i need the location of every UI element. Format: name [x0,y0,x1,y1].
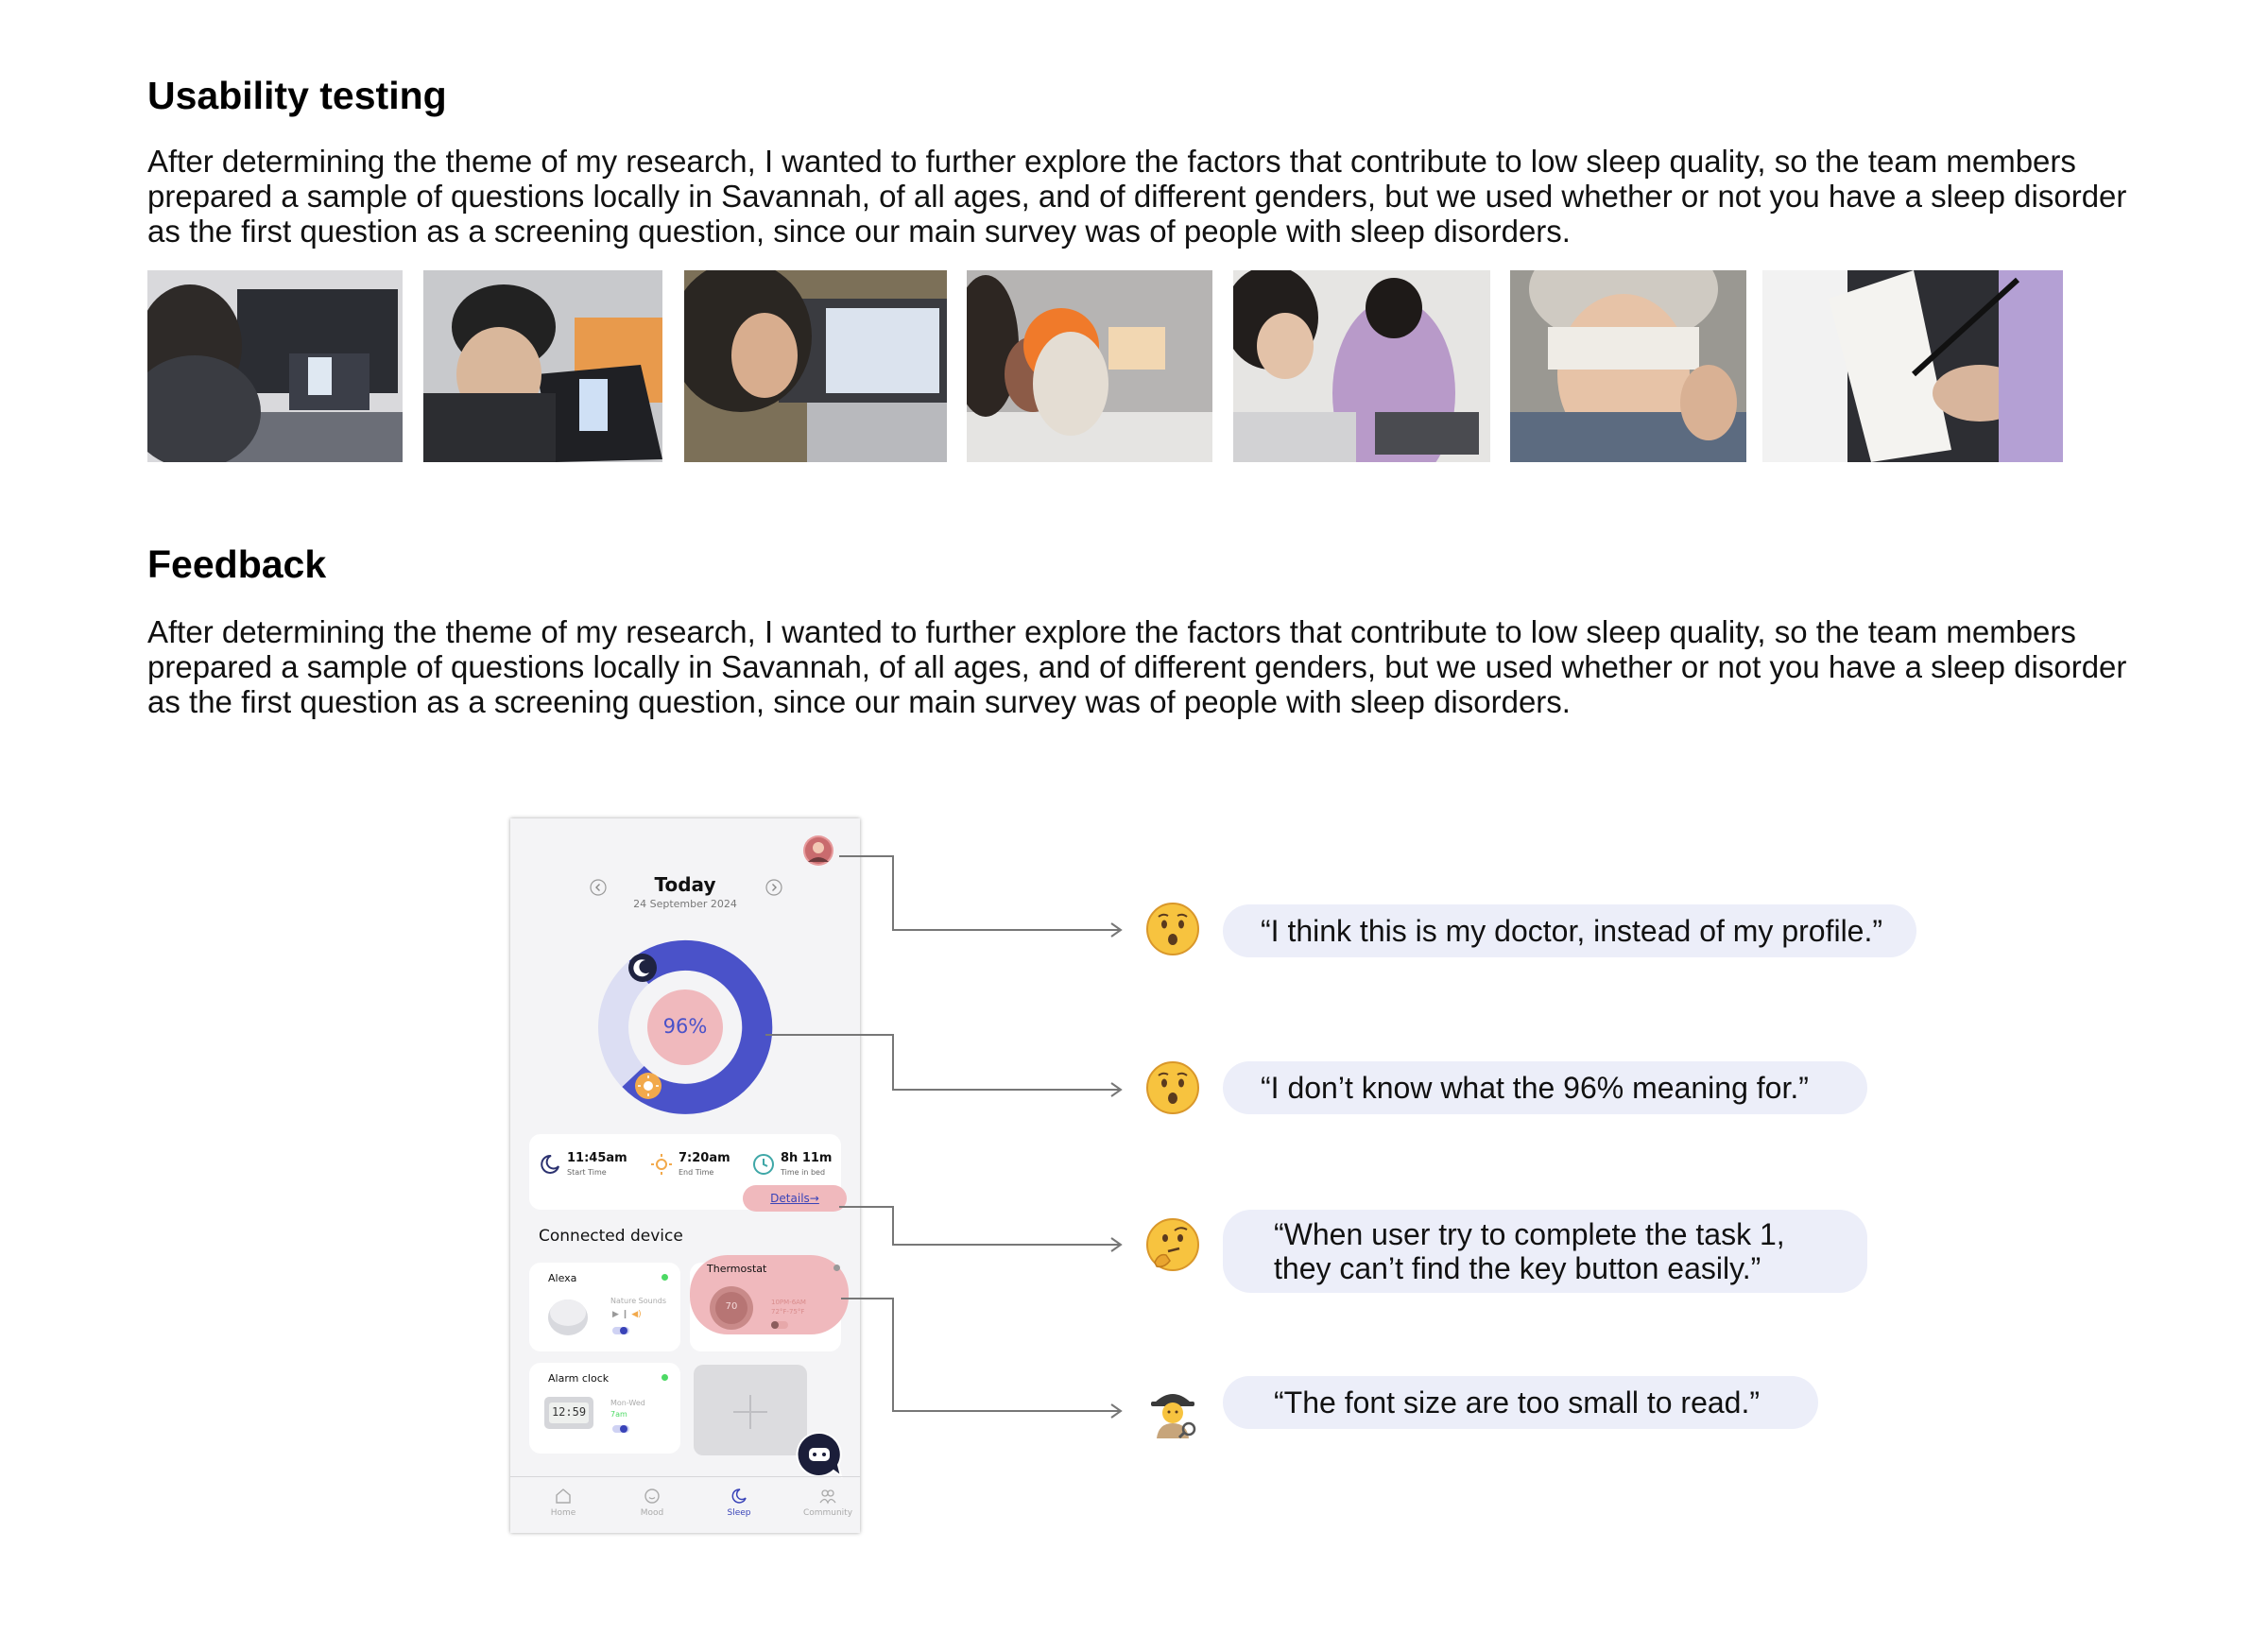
details-label: Details→ [770,1192,819,1205]
quote-bubble-profile [1223,904,1916,957]
nav-mood-label: Mood [640,1508,664,1518]
start-time: 11:45am [567,1151,627,1165]
quote-text: “The font size are too small to read.” [1274,1385,1760,1420]
nav-home-label: Home [550,1508,576,1518]
detective-icon [1145,1384,1200,1438]
thinking-face-icon [1145,1217,1200,1272]
end-time: 7:20am [679,1151,730,1165]
time-in-bed-label: Time in bed [781,1168,826,1177]
quote-text-line1: “When user try to complete the task 1, [1274,1217,1785,1251]
alarm-time: 7am [610,1410,627,1419]
end-time-label: End Time [679,1168,714,1177]
start-time-label: Start Time [567,1168,607,1177]
alarm-name: Alarm clock [548,1372,610,1385]
quote-text: “I don’t know what the 96% meaning for.” [1261,1071,1809,1105]
usability-heading: Usability testing [147,74,447,117]
thermostat-range1: 10PM-6AM [771,1299,806,1306]
feedback-paragraph: After determining the theme of my research, I wanted to further explore the factors that contribute to low sleep quality, so the team members prepared a sample of questions locally in Savannah, of all ages, and of different genders, but we used whether or not you have a sleep disorder as the first question as a screening question, since our main survey was of people with sleep disorders. [147,614,2127,719]
alarm-days: Mon-Wed [610,1399,645,1407]
sleep-score: 96% [662,1015,708,1038]
quote-text-line2: they can’t find the key button easily.” [1274,1251,1761,1285]
quote-text: “I think this is my doctor, instead of my profile.” [1261,914,1883,948]
thermostat-range2: 72°F-75°F [771,1308,805,1316]
page-title: Today [654,873,716,896]
quote-bubble-score [1223,1061,1867,1114]
nav-sleep-label: Sleep [727,1508,751,1518]
play-controls-icon[interactable]: ▶ ❙ ◀) [612,1310,642,1319]
time-in-bed: 8h 11m [781,1151,833,1165]
devices-title: Connected device [539,1227,683,1246]
alexa-sub: Nature Sounds [610,1297,667,1305]
usability-paragraph: After determining the theme of my research, I wanted to further explore the factors that contribute to low sleep quality, so the team members prepared a sample of questions locally in Savannah, of all ages, and of different genders, but we used whether or not you have a sleep disorder as the first question as a screening question, since our main survey was of people with sleep disorders. [147,144,2127,249]
nav-community-label: Community [802,1508,853,1518]
feedback-heading: Feedback [147,542,327,586]
thermostat-dial: 70 [725,1301,738,1312]
quote-bubble-font-size [1223,1376,1818,1429]
hushed-face-icon [1145,1060,1200,1115]
alexa-name: Alexa [548,1272,577,1284]
hushed-face-icon [1145,902,1200,956]
page-date: 24 September 2024 [633,898,737,910]
thermostat-name: Thermostat [707,1263,767,1275]
quote-bubble-key-button [1223,1210,1867,1293]
alarm-display: 12:59 [551,1405,587,1419]
